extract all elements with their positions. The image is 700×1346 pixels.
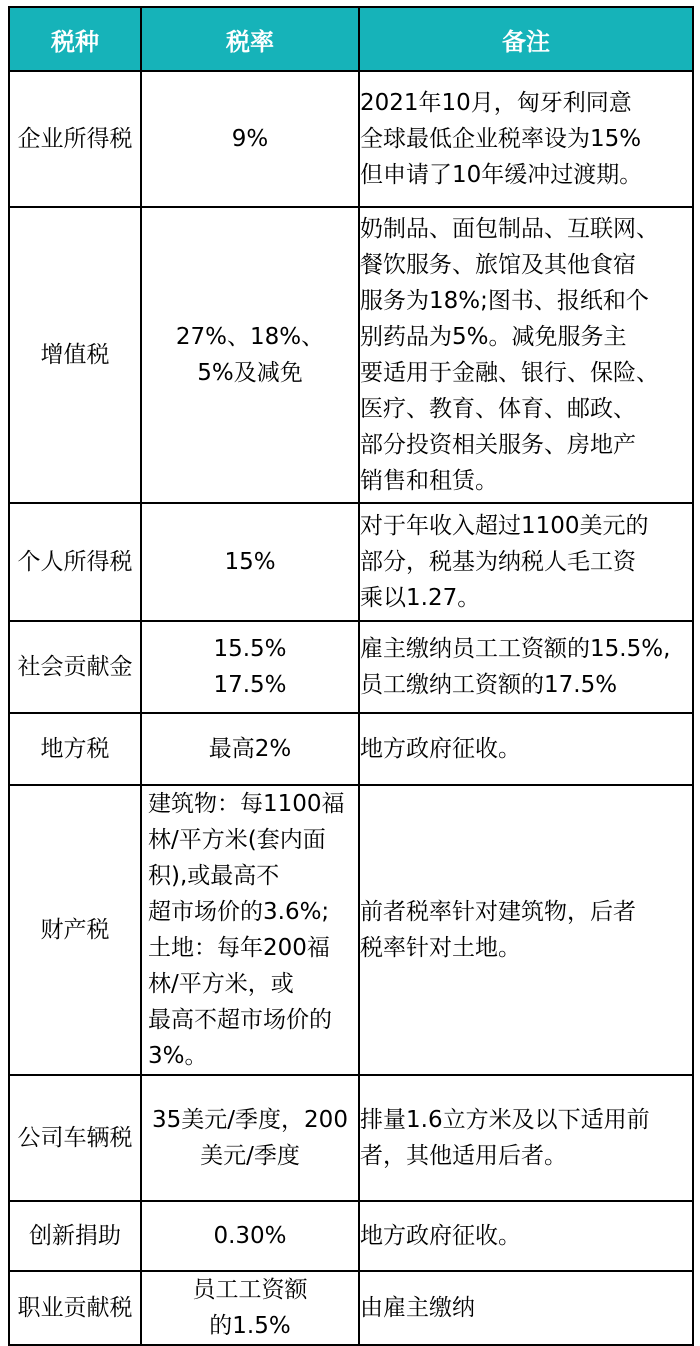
rate-line: 27%、18%、	[175, 324, 325, 350]
tax-rate-cell	[141, 1271, 359, 1345]
table-header-row	[9, 7, 693, 71]
rate-line: 的1.5%	[209, 1313, 291, 1339]
note-cell	[359, 503, 693, 621]
tax-type-cell: 财产税	[9, 785, 141, 1075]
note-line: 地方政府征收。	[360, 1223, 521, 1249]
note-line: 由雇主缴纳	[360, 1295, 475, 1321]
table-row	[9, 207, 693, 503]
note-cell	[359, 1271, 693, 1345]
rate-line: 林/平方米，或	[148, 971, 294, 997]
note-line: 部分，税基为纳税人毛工资	[360, 549, 636, 575]
rate-line: 员工工资额	[192, 1277, 308, 1303]
note-line: 全球最低企业税率设为15%	[360, 126, 642, 152]
note-line: 医疗、教育、体育、邮政、	[360, 396, 636, 422]
rate-line: 积),或最高不	[148, 863, 280, 889]
note-line: 2021年10月，匈牙利同意	[360, 90, 632, 116]
rate-line: 15.5%	[213, 636, 287, 662]
note-cell	[359, 785, 693, 1075]
note-cell	[359, 1201, 693, 1271]
note-cell	[359, 1075, 693, 1201]
tax-rate-cell	[141, 621, 359, 713]
note-line: 奶制品、面包制品、互联网、	[360, 216, 659, 242]
rate-line: 0.30%	[213, 1223, 287, 1249]
rate-line: 最高不超市场价的	[148, 1007, 332, 1033]
tax-rate-cell	[141, 1075, 359, 1201]
tax-type-cell: 职业贡献税	[9, 1271, 141, 1345]
rate-line: 5%及减免	[197, 360, 303, 386]
rate-line: 35美元/季度，200	[152, 1107, 348, 1133]
note-line: 前者税率针对建筑物，后者	[360, 899, 636, 925]
note-line: 乘以1.27。	[360, 585, 481, 611]
table-row	[9, 1201, 693, 1271]
tax-type-cell: 企业所得税	[9, 71, 141, 207]
rate-line: 最高2%	[208, 736, 292, 762]
tax-rate-cell	[141, 207, 359, 503]
table-row	[9, 1271, 693, 1345]
rate-line: 建筑物：每1100福	[148, 791, 345, 817]
tax-rate-cell	[141, 71, 359, 207]
rate-line: 3%。	[148, 1043, 208, 1069]
rate-line: 土地：每年200福	[148, 935, 330, 961]
tax-type-cell: 社会贡献金	[9, 621, 141, 713]
header-note: 备注	[359, 7, 693, 71]
note-line: 销售和租赁。	[360, 468, 498, 494]
note-line: 餐饮服务、旅馆及其他食宿	[360, 252, 636, 278]
note-line: 员工缴纳工资额的17.5%	[360, 672, 618, 698]
tax-type-cell: 地方税	[9, 713, 141, 785]
tax-type-cell: 公司车辆税	[9, 1075, 141, 1201]
note-line: 对于年收入超过1100美元的	[360, 513, 649, 539]
rate-line: 美元/季度	[200, 1143, 300, 1169]
note-line: 要适用于金融、银行、保险、	[360, 360, 659, 386]
note-cell	[359, 713, 693, 785]
tax-rate-cell	[141, 503, 359, 621]
tax-rate-cell	[141, 785, 359, 1075]
note-cell	[359, 207, 693, 503]
note-cell	[359, 71, 693, 207]
note-line: 部分投资相关服务、房地产	[360, 432, 636, 458]
rate-line: 17.5%	[213, 672, 287, 698]
rate-line: 林/平方米(套内面	[148, 827, 326, 853]
tax-rate-cell	[141, 1201, 359, 1271]
note-line: 排量1.6立方米及以下适用前	[360, 1107, 650, 1133]
table-row	[9, 621, 693, 713]
table-row	[9, 71, 693, 207]
table-row	[9, 503, 693, 621]
note-line: 税率针对土地。	[360, 935, 521, 961]
tax-type-cell: 个人所得税	[9, 503, 141, 621]
header-tax-type: 税种	[9, 7, 141, 71]
tax-type-cell: 增值税	[9, 207, 141, 503]
rate-line: 9%	[231, 126, 269, 152]
note-line: 雇主缴纳员工工资额的15.5%,	[360, 636, 671, 662]
note-line: 地方政府征收。	[360, 736, 521, 762]
note-cell	[359, 621, 693, 713]
tax-rate-cell	[141, 713, 359, 785]
rate-line: 超市场价的3.6%;	[148, 899, 330, 925]
note-line: 别药品为5%。减免服务主	[360, 324, 627, 350]
table-row	[9, 713, 693, 785]
table-row	[9, 785, 693, 1075]
note-line: 者，其他适用后者。	[360, 1143, 567, 1169]
note-line: 服务为18%;图书、报纸和个	[360, 288, 649, 314]
header-tax-rate: 税率	[141, 7, 359, 71]
tax-type-cell: 创新捐助	[9, 1201, 141, 1271]
note-line: 但申请了10年缓冲过渡期。	[360, 162, 643, 188]
rate-line: 15%	[224, 549, 276, 575]
table-row	[9, 1075, 693, 1201]
tax-table	[8, 6, 694, 1346]
